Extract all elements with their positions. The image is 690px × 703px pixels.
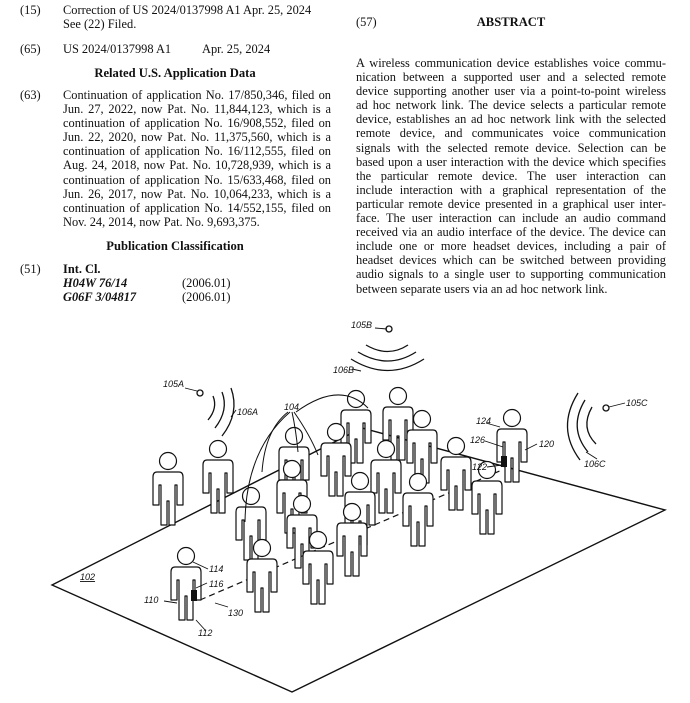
int-cl-code: G06F 3/04817: [63, 290, 137, 304]
continuation-line: continuation of application No. 16/112,555, filed on: [63, 144, 331, 159]
abstract-line: audio signals to a single user to supporting communication: [356, 267, 666, 282]
label-124: 124: [476, 416, 492, 426]
label-122: 122: [472, 462, 488, 472]
abstract-line: the particular remote device. The user interaction can: [356, 168, 666, 183]
abstract-line: particular remote device presented in a graphical user inter-: [356, 196, 666, 211]
label-120: 120: [539, 439, 555, 449]
related-data-heading: Related U.S. Application Data: [94, 66, 256, 80]
classification-heading: Publication Classification: [106, 239, 244, 253]
abstract-line: face. The user interaction can include an audio command: [356, 211, 666, 226]
field-code-15: (15): [20, 3, 41, 17]
label-112: 112: [198, 628, 213, 638]
continuation-line: Aug. 24, 2018, now Pat. No. 10,728,939, which is a: [63, 158, 331, 173]
label-114: 114: [209, 564, 224, 574]
correction-line: Correction of US 2024/0137998 A1 Apr. 25, 2024: [63, 3, 312, 17]
label-105b: 105B: [351, 320, 373, 330]
int-cl-version: (2006.01): [182, 276, 231, 290]
label-106c: 106C: [584, 459, 606, 469]
patent-figure: [0, 300, 690, 703]
int-cl-title: Int. Cl.: [63, 262, 101, 276]
label-102: 102: [80, 572, 96, 582]
continuation-line: continuation of application No. 15/633,468, filed on: [63, 172, 331, 187]
wireless-source-105c: [567, 393, 609, 460]
abstract-line: headset devices which can be switched between providing: [356, 253, 666, 268]
label-106a: 106A: [237, 407, 259, 417]
abstract-line: A wireless communication device establishes voice commu-: [356, 56, 666, 70]
label-110: 110: [144, 595, 159, 605]
abstract-line: between separate users via an ad hoc network link.: [356, 281, 608, 296]
continuation-line: Continuation of application No. 17/850,346, filed on: [63, 88, 331, 102]
user-110: [171, 548, 201, 621]
correction-notice: [63, 3, 333, 31]
continuation-line: continuation of application No. 16/908,552, filed on: [63, 116, 331, 131]
prior-publication-date: Apr. 25, 2024: [202, 42, 271, 56]
abstract-line: ad hoc network link. The device selects a particular remote: [356, 98, 666, 113]
prior-publication-number: US 2024/0137998 A1: [63, 42, 172, 56]
wireless-source-105b: [351, 326, 424, 371]
abstract-text: [356, 56, 666, 296]
abstract-line: received via an audio interface of the device. The device can: [356, 225, 666, 240]
int-cl-version: (2006.01): [182, 290, 231, 304]
continuation-line: Jun. 26, 2017, now Pat. No. 10,064,233, which is a: [63, 186, 331, 201]
abstract-line: device supporting another user via a point-to-point wireless: [356, 84, 666, 99]
continuation-line: Jun. 22, 2020, now Pat. No. 11,375,560, which is a: [63, 130, 331, 145]
device-112: [191, 590, 197, 601]
abstract-line: signals with the selected remote device. Selection can be: [356, 140, 666, 155]
label-104: 104: [284, 402, 300, 412]
continuation-line: Jun. 27, 2022, now Pat. No. 11,844,123, which is a: [63, 102, 331, 117]
continuation-line: Nov. 24, 2014, now Pat. No. 9,693,375.: [63, 214, 260, 229]
abstract-line: include interaction with a graphical representation of the: [356, 182, 666, 197]
label-130: 130: [228, 608, 244, 618]
field-code-63: (63): [20, 88, 41, 102]
int-cl-code: H04W 76/14: [63, 276, 128, 290]
field-code-51: (51): [20, 262, 41, 276]
abstract-line: based upon a user interaction with the device which specifies: [356, 154, 666, 169]
abstract-heading: ABSTRACT: [476, 15, 546, 29]
label-116: 116: [209, 579, 224, 589]
crowd-users-104: [153, 388, 502, 613]
field-code-57: (57): [356, 15, 377, 29]
abstract-line: nication between a supported user and a selected remote: [356, 70, 666, 85]
label-105c: 105C: [626, 398, 648, 408]
label-105a: 105A: [163, 379, 185, 389]
continuation-line: continuation of application No. 14/552,155, filed on: [63, 200, 331, 215]
abstract-line: device, establishes an ad hoc network link with the selected: [356, 112, 666, 127]
abstract-line: include one or more headset devices, including a pair of: [356, 239, 666, 254]
wireless-source-105a: [197, 388, 234, 436]
abstract-line: remote device, and communicates voice communication: [356, 126, 666, 141]
continuation-data: [63, 88, 331, 229]
correction-line: See (22) Filed.: [63, 17, 137, 32]
label-126: 126: [470, 435, 486, 445]
label-106b: 106B: [333, 365, 355, 375]
field-code-65: (65): [20, 42, 41, 56]
